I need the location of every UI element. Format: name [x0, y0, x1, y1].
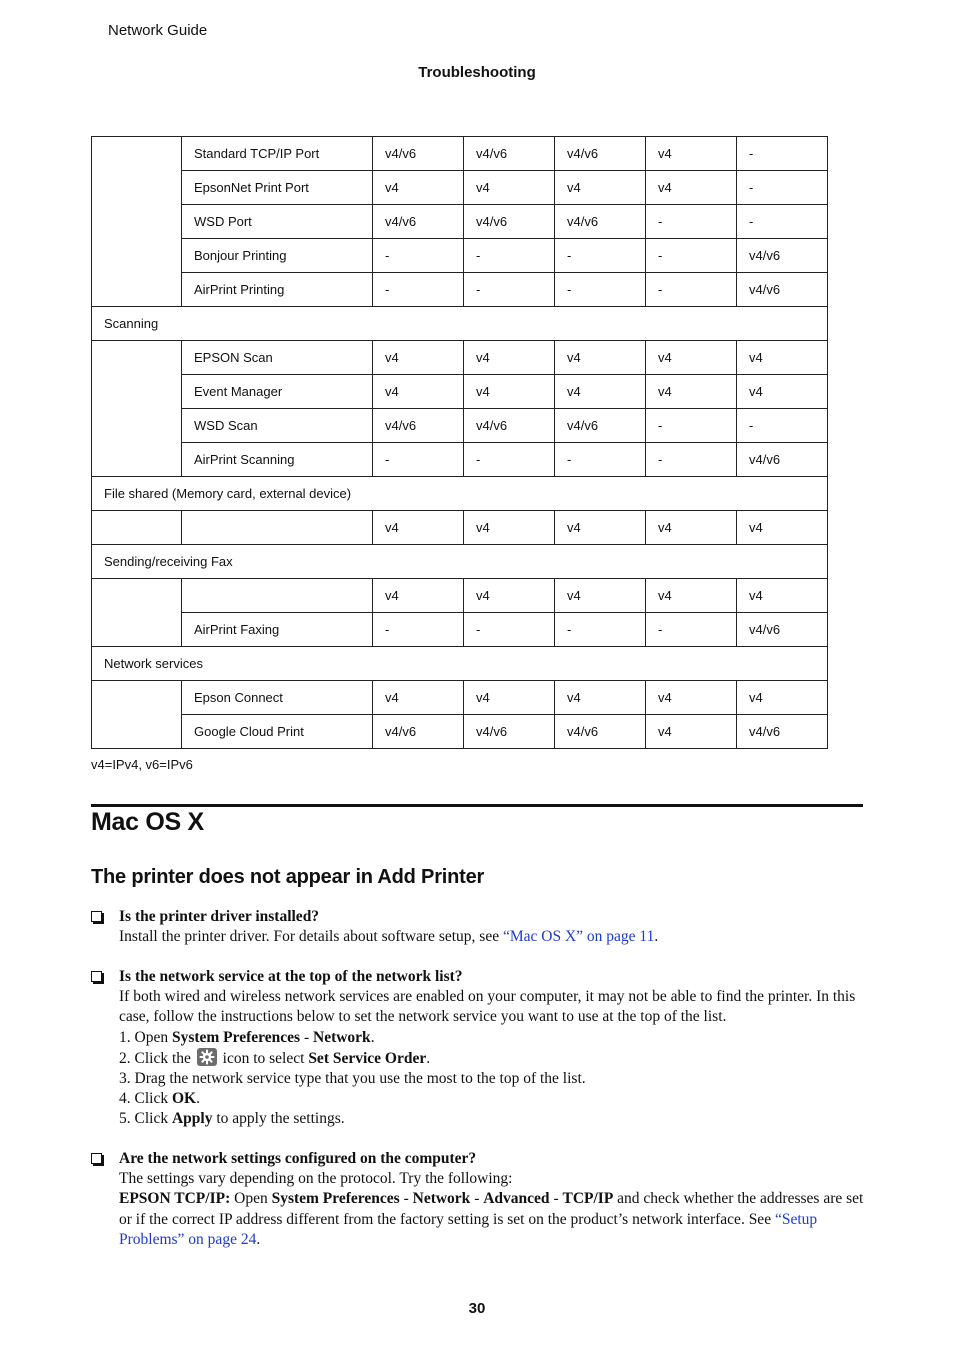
checklist-item-network-service [91, 967, 866, 1130]
value-cell: v4 [464, 681, 555, 715]
heading-mac-os-x: Mac OS X [91, 808, 204, 836]
value-cell: v4 [373, 511, 464, 545]
running-header-guide: Network Guide [108, 22, 208, 39]
table-row [92, 273, 828, 307]
value-cell: v4 [555, 579, 646, 613]
value-cell: v4/v6 [373, 409, 464, 443]
value-cell: - [555, 273, 646, 307]
feature-label: Google Cloud Print [182, 715, 373, 749]
value-cell: - [373, 273, 464, 307]
item-text: Install the printer driver. For details about software setup, see [119, 928, 503, 946]
gear-icon [197, 1048, 217, 1066]
value-cell: v4/v6 [555, 137, 646, 171]
checkbox-bullet-icon [91, 911, 102, 922]
value-cell: v4/v6 [464, 205, 555, 239]
table-section-row [92, 545, 828, 579]
value-cell: - [646, 205, 737, 239]
table-row [92, 681, 828, 715]
table-row [92, 375, 828, 409]
table-row [92, 511, 828, 545]
group-cell [92, 511, 182, 545]
value-cell: v4/v6 [555, 409, 646, 443]
item-text: The settings vary depending on the protocol. Try the following: [119, 1170, 513, 1188]
value-cell: v4 [646, 137, 737, 171]
value-cell: - [373, 443, 464, 477]
item-title: Are the network settings configured on the computer? [119, 1150, 477, 1167]
value-cell: - [737, 171, 828, 205]
section-rule [91, 804, 863, 807]
table-row [92, 579, 828, 613]
value-cell: v4/v6 [555, 205, 646, 239]
table-row [92, 715, 828, 749]
value-cell: - [646, 613, 737, 647]
value-cell: v4 [737, 375, 828, 409]
value-cell: v4 [555, 681, 646, 715]
feature-label: EPSON Scan [182, 341, 373, 375]
link-setup-problems-page-24[interactable]: “Setup Problems” on page 24 [119, 1210, 818, 1248]
value-cell: v4 [646, 375, 737, 409]
value-cell: - [737, 137, 828, 171]
value-cell: v4/v6 [464, 409, 555, 443]
value-cell: v4 [464, 171, 555, 205]
value-cell: v4 [464, 511, 555, 545]
value-cell: - [737, 409, 828, 443]
value-cell: - [646, 239, 737, 273]
section-label: Network services [92, 647, 828, 681]
value-cell: - [555, 613, 646, 647]
value-cell: - [464, 239, 555, 273]
value-cell: v4 [737, 681, 828, 715]
section-label: Sending/receiving Fax [92, 545, 828, 579]
table-section-row [92, 307, 828, 341]
value-cell: v4 [464, 579, 555, 613]
checkbox-bullet-icon [91, 1153, 102, 1164]
value-cell: v4 [646, 681, 737, 715]
table-note: v4=IPv4, v6=IPv6 [91, 757, 193, 772]
page-number: 30 [468, 1300, 486, 1317]
feature-label: Event Manager [182, 375, 373, 409]
item-paragraph: EPSON TCP/IP: Open System Preferences - Network - Advanced - TCP/IP and check whether the addresses are set or if the correct IP address different from the factory setting is set on the product’s network interface. See “Setup Problems” on page 24. [119, 1190, 864, 1248]
value-cell: v4 [646, 171, 737, 205]
group-cell [92, 579, 182, 647]
value-cell: v4 [646, 341, 737, 375]
feature-label: WSD Scan [182, 409, 373, 443]
value-cell: v4/v6 [555, 715, 646, 749]
table-row [92, 409, 828, 443]
value-cell: v4 [373, 579, 464, 613]
item-title: Is the printer driver installed? [119, 908, 320, 925]
step-5: 5. Click Apply to apply the settings. [119, 1110, 345, 1128]
value-cell: - [555, 239, 646, 273]
table-row [92, 239, 828, 273]
item-paragraph: If both wired and wireless network services are enabled on your computer, it may not be able to find the printer. In this case, follow the instructions below to set the network service you want to use at the top of the list. [119, 988, 856, 1026]
section-label: File shared (Memory card, external device) [92, 477, 828, 511]
value-cell: v4 [737, 579, 828, 613]
section-label: Scanning [92, 307, 828, 341]
table-row [92, 443, 828, 477]
punct: . [654, 928, 659, 946]
table-row [92, 137, 828, 171]
value-cell: v4 [373, 341, 464, 375]
feature-label: AirPrint Scanning [182, 443, 373, 477]
feature-label [182, 579, 373, 613]
value-cell: v4 [373, 171, 464, 205]
feature-label: Standard TCP/IP Port [182, 137, 373, 171]
value-cell: - [464, 613, 555, 647]
feature-label: AirPrint Faxing [182, 613, 373, 647]
value-cell: - [646, 443, 737, 477]
value-cell: v4/v6 [373, 205, 464, 239]
step-4: 4. Click OK. [119, 1090, 200, 1108]
value-cell: v4 [646, 715, 737, 749]
table-section-row [92, 477, 828, 511]
value-cell: v4 [373, 375, 464, 409]
value-cell: v4/v6 [464, 715, 555, 749]
group-cell [92, 341, 182, 477]
checkbox-bullet-icon [91, 971, 102, 982]
value-cell: - [373, 613, 464, 647]
table-row [92, 613, 828, 647]
feature-label: WSD Port [182, 205, 373, 239]
protocol-support-table [91, 136, 828, 749]
feature-label [182, 511, 373, 545]
checklist-item-driver [91, 907, 866, 947]
value-cell: v4 [555, 511, 646, 545]
value-cell: v4/v6 [373, 137, 464, 171]
group-cell [92, 137, 182, 307]
step-1: 1. Open System Preferences - Network. [119, 1028, 375, 1046]
value-cell: v4 [737, 511, 828, 545]
value-cell: v4/v6 [737, 443, 828, 477]
value-cell: v4 [373, 681, 464, 715]
value-cell: - [464, 443, 555, 477]
value-cell: v4 [646, 579, 737, 613]
value-cell: v4/v6 [464, 137, 555, 171]
table-section-row [92, 647, 828, 681]
heading-printer-not-appear: The printer does not appear in Add Printer [91, 866, 485, 888]
feature-label: Epson Connect [182, 681, 373, 715]
value-cell: - [373, 239, 464, 273]
value-cell: - [737, 205, 828, 239]
step-2: 2. Click the icon to select Set Service Order. [119, 1049, 431, 1067]
value-cell: - [646, 273, 737, 307]
value-cell: v4/v6 [737, 613, 828, 647]
value-cell: v4/v6 [737, 715, 828, 749]
value-cell: v4 [555, 375, 646, 409]
value-cell: v4 [464, 375, 555, 409]
feature-label: EpsonNet Print Port [182, 171, 373, 205]
value-cell: v4/v6 [737, 273, 828, 307]
table-row [92, 341, 828, 375]
value-cell: - [464, 273, 555, 307]
value-cell: v4/v6 [737, 239, 828, 273]
value-cell: v4 [555, 171, 646, 205]
step-3: 3. Drag the network service type that you use the most to the top of the list. [119, 1070, 586, 1088]
value-cell: v4 [737, 341, 828, 375]
feature-label: Bonjour Printing [182, 239, 373, 273]
feature-label: AirPrint Printing [182, 273, 373, 307]
value-cell: v4 [646, 511, 737, 545]
value-cell: v4 [464, 341, 555, 375]
checklist-item-network-settings [91, 1149, 866, 1250]
value-cell: - [555, 443, 646, 477]
item-title: Is the network service at the top of the network list? [119, 968, 463, 985]
table-row [92, 205, 828, 239]
table-row [92, 171, 828, 205]
value-cell: v4 [555, 341, 646, 375]
value-cell: v4/v6 [373, 715, 464, 749]
value-cell: - [646, 409, 737, 443]
running-header-section: Troubleshooting [418, 64, 536, 81]
link-mac-os-x-page-11[interactable]: “Mac OS X” on page 11 [502, 928, 655, 946]
group-cell [92, 681, 182, 749]
